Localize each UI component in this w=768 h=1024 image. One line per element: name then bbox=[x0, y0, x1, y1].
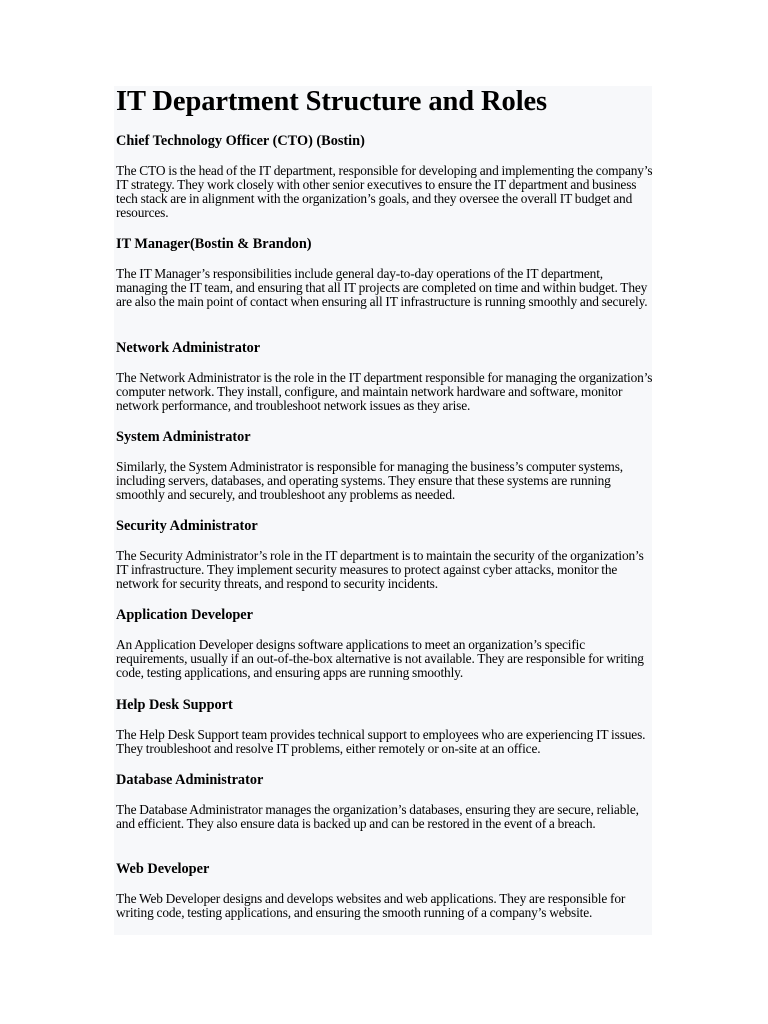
section-it-manager bbox=[116, 236, 656, 309]
section-network-administrator bbox=[116, 340, 656, 413]
section-heading: Application Developer bbox=[116, 607, 254, 623]
section-heading: Database Administrator bbox=[116, 772, 264, 788]
section-body: The Database Administrator manages the organization’s databases, ensuring they are secure, reliable, and efficient. They also ensure data is backed up and can be restored in the event of a breach. bbox=[116, 802, 639, 831]
section-body: Similarly, the System Administrator is responsible for managing the business’s computer systems, including servers, databases, and operating systems. They ensure that these systems are running smoothly and securely, and troubleshoot any problems as needed. bbox=[116, 459, 623, 502]
section-body: The Network Administrator is the role in the IT department responsible for managing the organization’s computer network. They install, configure, and maintain network hardware and software, monitor network performance, and troubleshoot network issues as they arise. bbox=[116, 370, 653, 413]
section-body: The CTO is the head of the IT department, responsible for developing and implementing the company’s IT strategy. They work closely with other senior executives to ensure the IT department and business tech stack are in alignment with the organization’s goals, and they oversee the overall IT budget and resources. bbox=[116, 163, 653, 220]
section-cto bbox=[116, 133, 656, 220]
document-content bbox=[116, 86, 656, 920]
section-heading: Help Desk Support bbox=[116, 697, 233, 713]
section-heading: System Administrator bbox=[116, 429, 251, 445]
section-security-administrator bbox=[116, 518, 656, 591]
section-web-developer bbox=[116, 861, 656, 920]
section-help-desk-support bbox=[116, 697, 656, 756]
section-system-administrator bbox=[116, 429, 656, 502]
document-title: IT Department Structure and Roles bbox=[116, 86, 548, 117]
section-database-administrator bbox=[116, 772, 656, 831]
section-body: The Help Desk Support team provides technical support to employees who are experiencing IT issues. They troubleshoot and resolve IT problems, either remotely or on-site at an office. bbox=[116, 727, 646, 756]
section-heading: Network Administrator bbox=[116, 340, 261, 356]
section-heading: Security Administrator bbox=[116, 518, 258, 534]
section-body: An Application Developer designs software applications to meet an organization’s specific requirements, usually if an out-of-the-box alternative is not available. They are responsible for writing code, testing applications, and ensuring apps are running smoothly. bbox=[116, 637, 644, 680]
section-application-developer bbox=[116, 607, 656, 680]
section-heading: Web Developer bbox=[116, 861, 210, 877]
section-body: The IT Manager’s responsibilities include general day-to-day operations of the IT department, managing the IT team, and ensuring that all IT projects are completed on time and within budget. They are also the main point of contact when ensuring all IT infrastructure is running smoothly and securely. bbox=[116, 266, 648, 309]
section-heading: IT Manager(Bostin & Brandon) bbox=[116, 236, 312, 252]
section-body: The Web Developer designs and develops websites and web applications. They are responsible for writing code, testing applications, and ensuring the smooth running of a company’s website. bbox=[116, 891, 626, 920]
section-body: The Security Administrator’s role in the IT department is to maintain the security of the organization’s IT infrastructure. They implement security measures to protect against cyber attacks, monitor the network for security threats, and respond to security incidents. bbox=[116, 548, 644, 591]
section-heading: Chief Technology Officer (CTO) (Bostin) bbox=[116, 133, 365, 149]
